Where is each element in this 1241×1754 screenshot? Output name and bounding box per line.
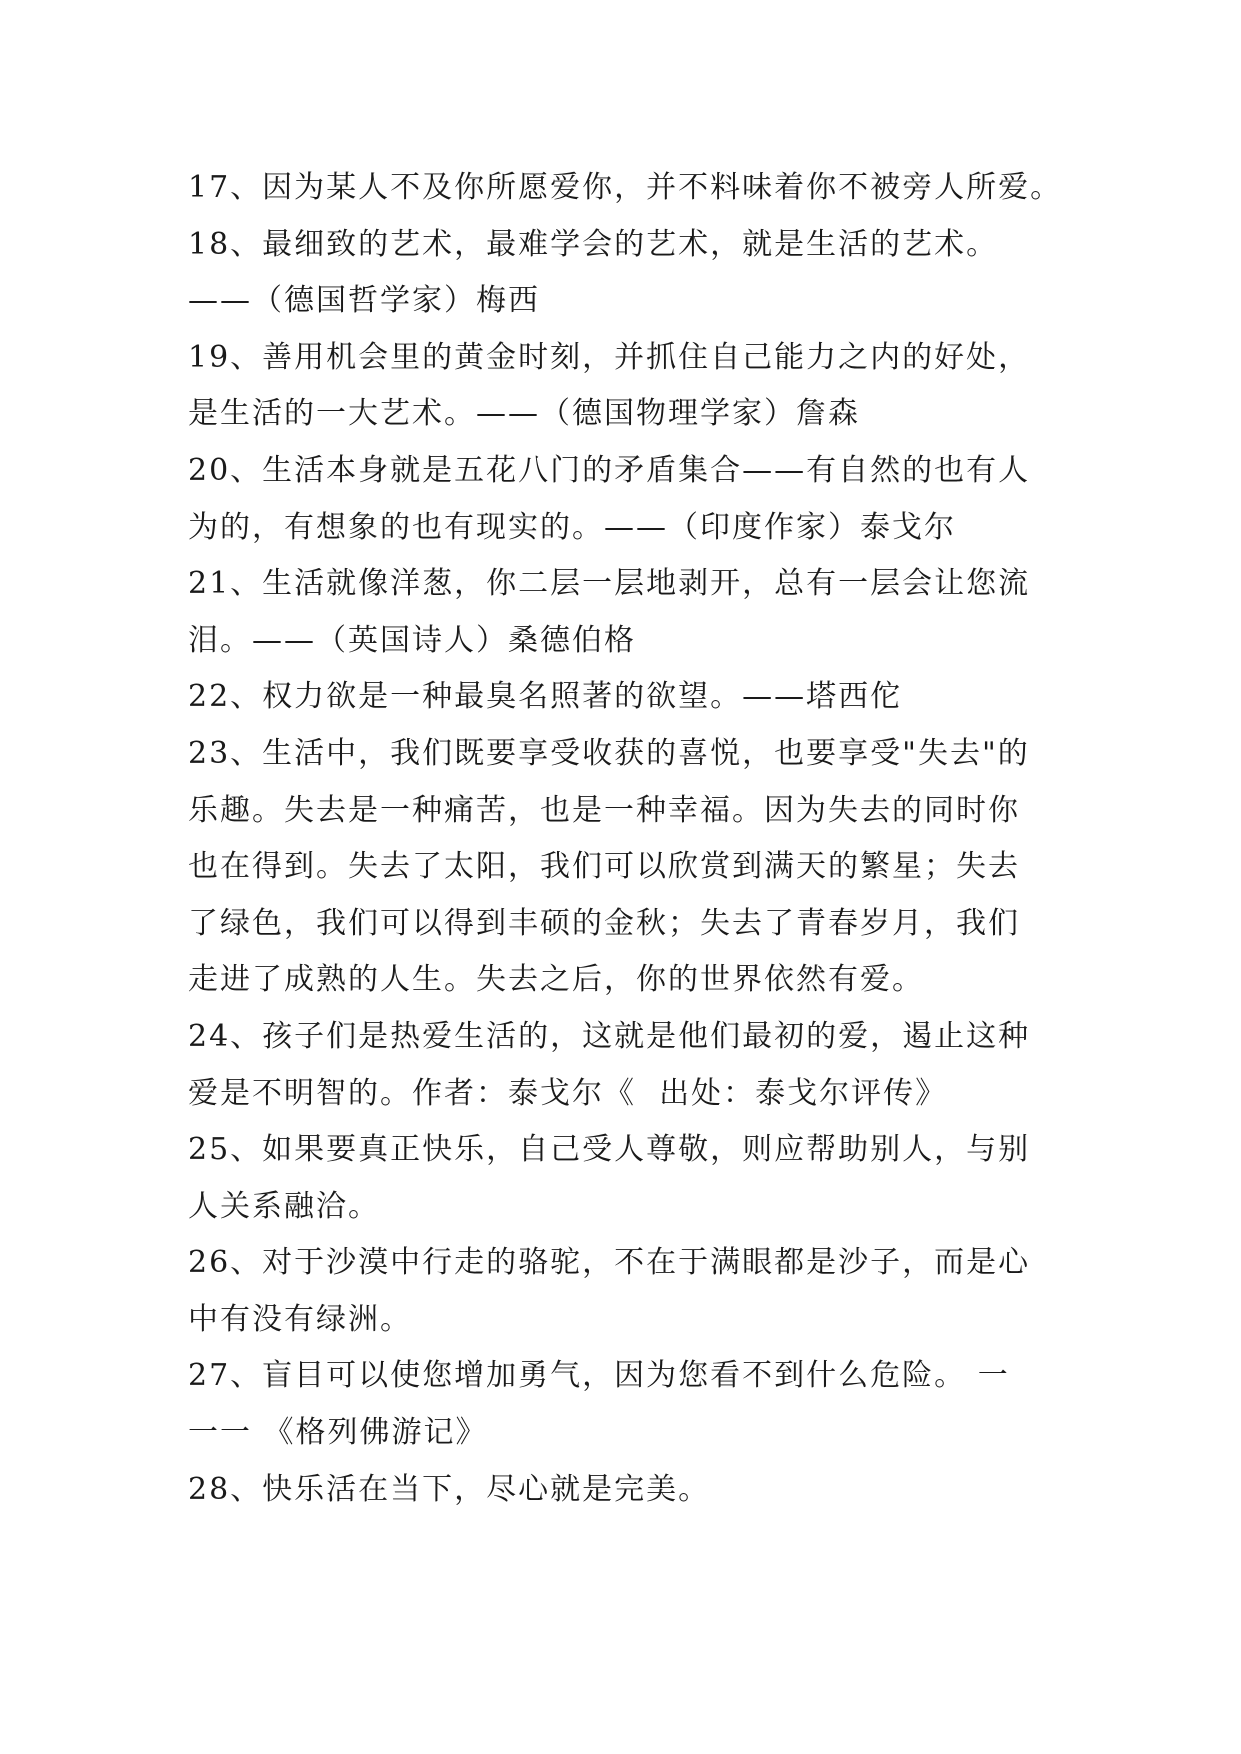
text-line: 中有没有绿洲。 [188, 1301, 412, 1337]
text-line: 22、权力欲是一种最臭名照著的欲望。——塔西佗 [188, 679, 903, 715]
text-line: 23、生活中，我们既要享受收获的喜悦，也要享受"失去"的 [188, 735, 1030, 771]
text-line: 28、快乐活在当下，尽心就是完美。 [188, 1471, 711, 1507]
text-line: 21、生活就像洋葱，你二层一层地剥开，总有一层会让您流 [188, 566, 1031, 602]
text-line: 19、善用机会里的黄金时刻，并抓住自己能力之内的好处， [188, 339, 1031, 375]
text-line: 也在得到。失去了太阳，我们可以欣赏到满天的繁星；失去 [188, 849, 1020, 885]
text-line: 了绿色，我们可以得到丰硕的金秋；失去了青春岁月，我们 [188, 905, 1020, 941]
text-line: 走进了成熟的人生。失去之后，你的世界依然有爱。 [188, 962, 924, 998]
text-line: 乐趣。失去是一种痛苦，也是一种幸福。因为失去的同时你 [188, 792, 1020, 828]
text-line: 人关系融洽。 [188, 1188, 380, 1224]
text-line: 26、对于沙漠中行走的骆驼，不在于满眼都是沙子，而是心 [188, 1245, 1031, 1281]
text-line: 24、孩子们是热爱生活的，这就是他们最初的爱，遏止这种 [188, 1018, 1031, 1054]
text-line: 18、最细致的艺术，最难学会的艺术，就是生活的艺术。 [188, 226, 999, 262]
text-line: 为的，有想象的也有现实的。——（印度作家）泰戈尔 [188, 509, 956, 545]
text-line: 27、盲目可以使您增加勇气，因为您看不到什么危险。 一 [188, 1358, 1010, 1394]
text-line: 25、如果要真正快乐，自己受人尊敬，则应帮助别人，与别 [188, 1132, 1031, 1168]
text-line: 20、生活本身就是五花八门的矛盾集合——有自然的也有人 [188, 452, 1031, 488]
document-body [188, 160, 1068, 1518]
text-line: 是生活的一大艺术。——（德国物理学家）詹森 [188, 396, 860, 432]
text-line: 17、因为某人不及你所愿爱你，并不料味着你不被旁人所爱。 [188, 170, 1063, 205]
text-line: 一一 《格列佛游记》 [188, 1415, 488, 1451]
text-line: 泪。——（英国诗人）桑德伯格 [188, 622, 636, 658]
text-line: 爱是不明智的。作者：泰戈尔《 出处：泰戈尔评传》 [188, 1075, 948, 1111]
text-line: ——（德国哲学家）梅西 [188, 283, 540, 319]
